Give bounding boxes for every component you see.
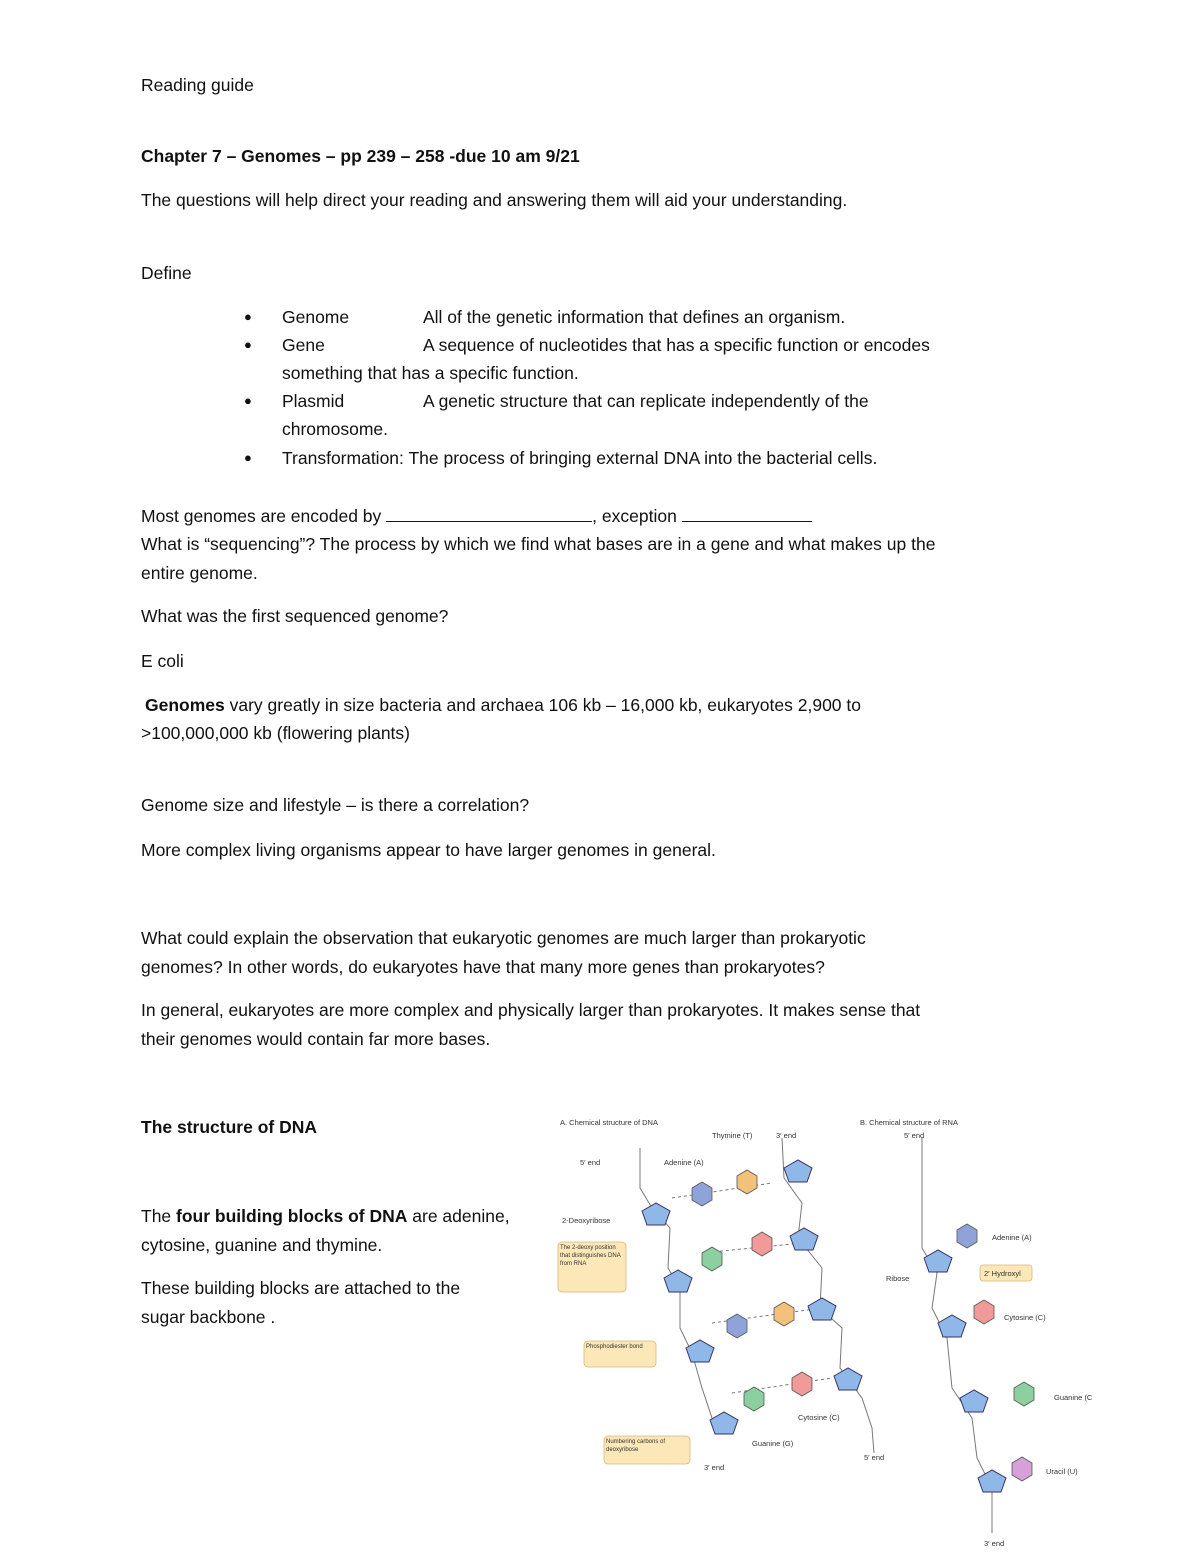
definition-gene-cont: something that has a specific function.	[282, 363, 579, 383]
ribose-sugar	[978, 1470, 1006, 1492]
p1-post: are adenine,	[412, 1206, 510, 1226]
bullet-icon: ●	[244, 309, 252, 324]
dna-5-end-label-bottom: 5′ end	[864, 1453, 885, 1462]
hydroxyl-label: 2′ Hydroxyl	[984, 1269, 1021, 1278]
term-genome: Genome	[282, 307, 350, 327]
rna-adenine-label: Adenine (A)	[992, 1233, 1032, 1242]
deoxyribose-sugar	[686, 1340, 714, 1362]
exception-blank[interactable]	[682, 507, 812, 522]
definition-plasmid: A genetic structure that can replicate independently of the	[423, 391, 869, 411]
phosphodiester-text: Phosphodiester bond	[586, 1344, 643, 1350]
thymine-label: Thymine (T)	[712, 1131, 753, 1140]
encoded-question	[141, 502, 812, 530]
dna-rna-structure-figure	[552, 1108, 1108, 1548]
cytosine-label: Cytosine (C)	[798, 1413, 840, 1422]
deoxyribose-sugar	[834, 1368, 862, 1390]
sequencing-line1: What is “sequencing”? The process by which we find what bases are in a gene and what makes up the	[141, 534, 936, 554]
panel-a-label: A. Chemical structure of DNA	[560, 1118, 658, 1127]
bullet-icon: ●	[244, 450, 252, 465]
ribose-sugar	[924, 1250, 952, 1272]
definition-transformation	[282, 444, 877, 472]
deoxyribose-sugar	[790, 1228, 818, 1250]
rna-3-end-label: 3′ end	[984, 1539, 1005, 1548]
bullet-icon: ●	[244, 393, 252, 408]
dna-3-end-label-top: 3′ end	[776, 1131, 797, 1140]
chapter-heading: Chapter 7 – Genomes – pp 239 – 258 -due 10 am 9/21	[141, 146, 580, 166]
backbone-line1: These building blocks are attached to the	[141, 1278, 461, 1298]
uracil-label: Uracil (U)	[1046, 1467, 1078, 1476]
deoxyribose-sugar	[808, 1298, 836, 1320]
genome-size-text: vary greatly in size bacteria and archaea 106 kb – 16,000 kb, eukaryotes 2,900 to	[229, 695, 861, 715]
rna-guanine-label: Guanine (C	[1054, 1393, 1093, 1402]
dna-3-end-label: 3′ end	[704, 1463, 725, 1472]
rna-5-end-label: 5′ end	[904, 1131, 925, 1140]
deoxyribose-sugar	[784, 1160, 812, 1182]
explain-question-line2: genomes? In other words, do eukaryotes have that many more genes than prokaryotes?	[141, 957, 825, 977]
dna-5-end-label: 5′ end	[580, 1158, 601, 1167]
explain-answer-line2: their genomes would contain far more bases.	[141, 1029, 491, 1049]
definition-transformation-text: The process of bringing external DNA into the bacterial cells.	[408, 448, 878, 468]
ribose-sugar	[960, 1390, 988, 1412]
rna-cytosine-label: Cytosine (C)	[1004, 1313, 1046, 1322]
building-blocks-line1	[141, 1202, 510, 1230]
structure-heading: The structure of DNA	[141, 1117, 317, 1137]
sequencing-line2: entire genome.	[141, 563, 258, 583]
definition-plasmid-cont: chromosome.	[282, 419, 389, 439]
p1-bold: four building blocks of DNA	[176, 1206, 408, 1226]
encoded-middle: , exception	[592, 506, 677, 526]
deoxyribose-sugar	[664, 1270, 692, 1292]
ribose-label: Ribose	[886, 1274, 910, 1283]
first-genome-answer: E coli	[141, 651, 184, 671]
intro-text: The questions will help direct your reading and answering them will aid your understanding.	[141, 190, 848, 210]
numbering-text: Numbering carbons of deoxyribose	[606, 1439, 666, 1453]
explain-answer-line1: In general, eukaryotes are more complex and physically larger than prokaryotes. It makes sense that	[141, 1000, 921, 1020]
definition-genome: All of the genetic information that defines an organism.	[423, 307, 846, 327]
deoxyribose-sugar	[642, 1203, 670, 1225]
term-plasmid: Plasmid	[282, 391, 345, 411]
building-blocks-line2: cytosine, guanine and thymine.	[141, 1235, 383, 1255]
deoxyribose-label: 2-Deoxyribose	[562, 1216, 611, 1225]
define-label: Define	[141, 263, 192, 283]
panel-b-label: B. Chemical structure of RNA	[860, 1118, 958, 1127]
lifestyle-question: Genome size and lifestyle – is there a correlation?	[141, 795, 530, 815]
definition-gene: A sequence of nucleotides that has a specific function or encodes	[423, 335, 930, 355]
term-transformation: Transformation:	[282, 448, 404, 468]
genome-size-line2: >100,000,000 kb (flowering plants)	[141, 723, 410, 743]
answer-blank[interactable]	[386, 507, 592, 522]
explain-question-line1: What could explain the observation that eukaryotic genomes are much larger than prokaryotic	[141, 928, 866, 948]
page-title: Reading guide	[141, 75, 254, 95]
first-genome-question: What was the first sequenced genome?	[141, 606, 449, 626]
adenine-label: Adenine (A)	[664, 1158, 704, 1167]
term-gene: Gene	[282, 335, 325, 355]
lifestyle-answer: More complex living organisms appear to have larger genomes in general.	[141, 840, 716, 860]
deoxyribose-sugar	[710, 1412, 738, 1434]
genomes-bold: Genomes	[145, 695, 225, 715]
callout-2deoxy-text: The 2-deoxy position that distinguishes DNA from RNA	[560, 1245, 621, 1267]
encoded-prefix: Most genomes are encoded by	[141, 506, 382, 526]
genome-size-line1	[145, 691, 861, 719]
backbone-line2: sugar backbone .	[141, 1307, 276, 1327]
ribose-sugar	[938, 1315, 966, 1337]
guanine-label: Guanine (G)	[752, 1439, 794, 1448]
bullet-icon: ●	[244, 337, 252, 352]
p1-pre: The	[141, 1206, 172, 1226]
